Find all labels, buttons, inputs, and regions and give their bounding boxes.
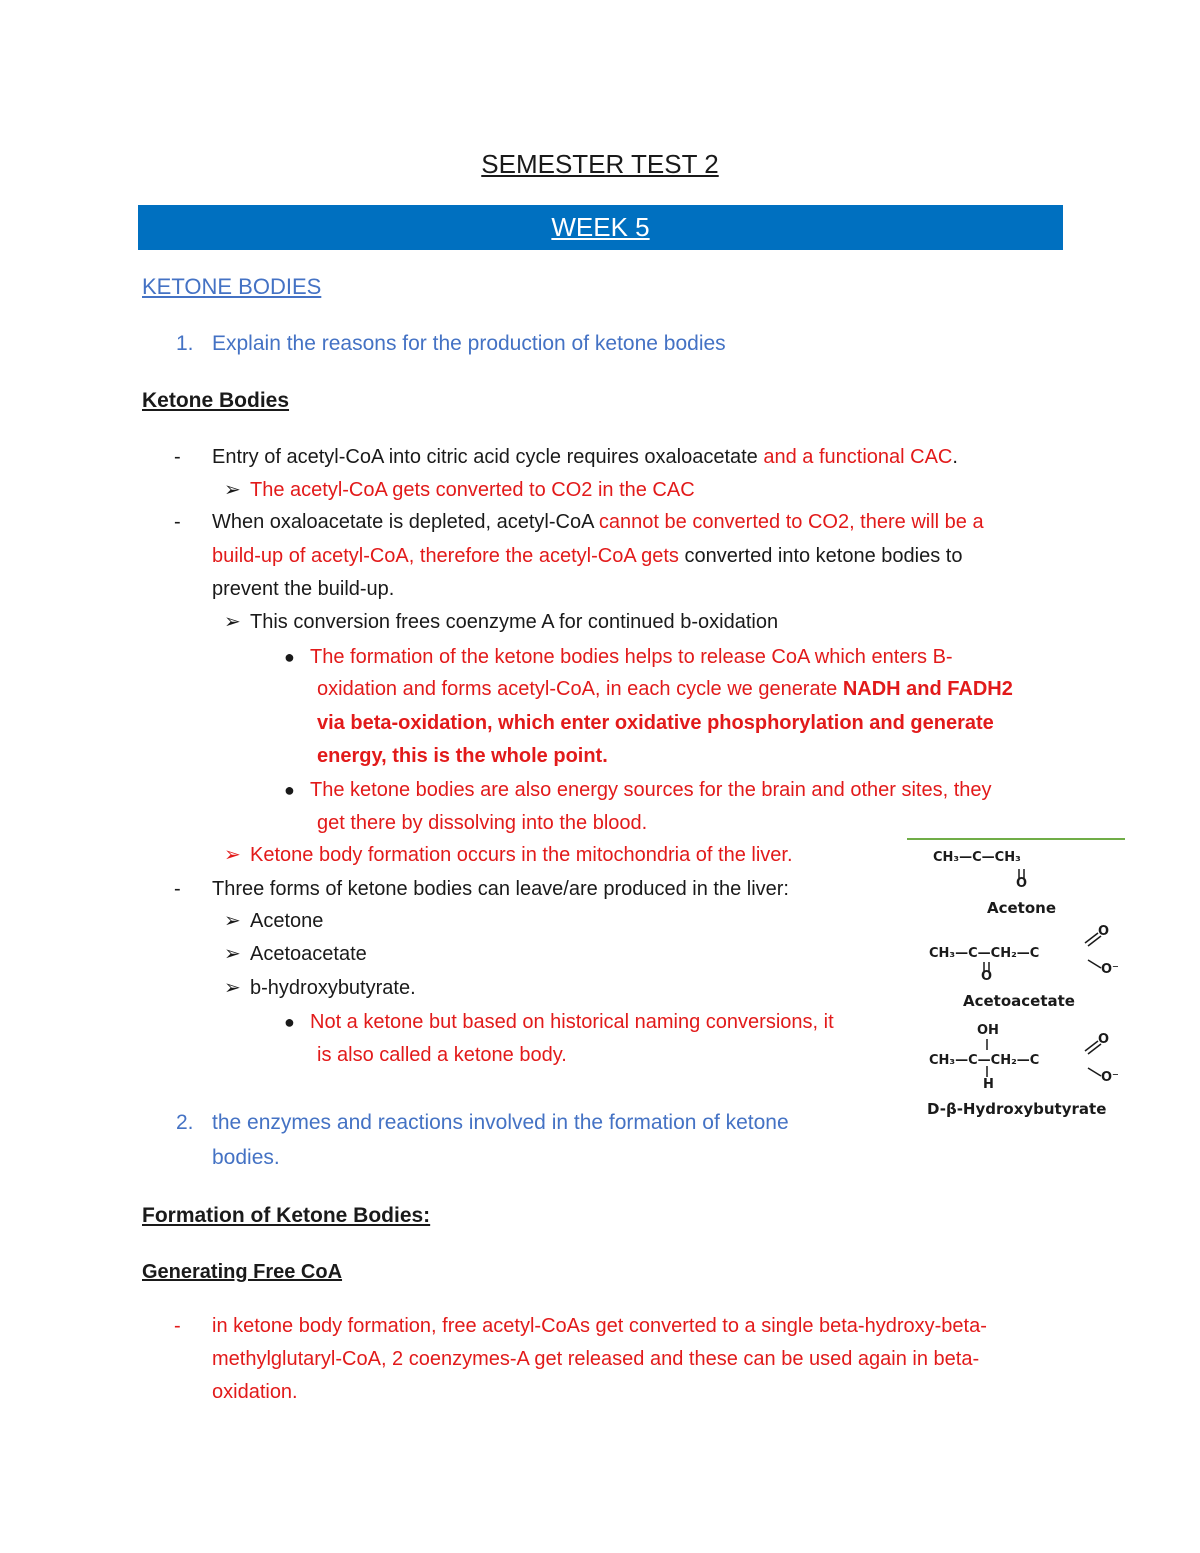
bond-line xyxy=(1085,1041,1098,1051)
bullet-text: The acetyl-CoA gets converted to CO2 in the CAC xyxy=(250,479,695,501)
question-text: the enzymes and reactions involved in the formation of ketone xyxy=(212,1111,789,1134)
hydroxybutyrate-oxygen-top: O xyxy=(1098,1032,1110,1047)
form-acetoacetate xyxy=(224,941,367,967)
bullet-text: Ketone body formation occurs in the mitochondria of the liver. xyxy=(250,844,793,866)
acetoacetate-oxygen-bottom: O⁻ xyxy=(1101,962,1119,977)
bullet-text: Entry of acetyl-CoA into citric acid cycle requires oxaloacetate xyxy=(212,446,764,468)
bullet-text-red: and a functional CAC xyxy=(763,446,953,468)
bullet-1 xyxy=(174,444,958,470)
arrow-marker: ➢ xyxy=(224,611,241,633)
dash-marker: - xyxy=(174,511,181,533)
dot-marker: ● xyxy=(284,1012,295,1032)
ketone-structures-figure xyxy=(905,836,1145,1126)
bullet-text: oxidation and forms acetyl-CoA, in each cycle we generate xyxy=(317,678,843,700)
bullet-text-red: cannot be converted to CO2, there will be a xyxy=(598,511,984,533)
acetone-label: Acetone xyxy=(987,899,1057,917)
bullet-text: The ketone bodies are also energy sources for the brain and other sites, they xyxy=(310,779,992,801)
bullet-4-line-1 xyxy=(174,1313,987,1339)
bullet-2a1-line-4: energy, this is the whole point. xyxy=(317,745,608,767)
bullet-text: b-hydroxybutyrate. xyxy=(250,977,416,999)
dot-marker: ● xyxy=(284,780,295,800)
question-2-line-2: bodies. xyxy=(212,1146,280,1169)
dot-marker: ● xyxy=(284,647,295,667)
formation-heading: Formation of Ketone Bodies: xyxy=(142,1204,431,1227)
question-1 xyxy=(176,331,726,357)
note-line-2: is also called a ketone body. xyxy=(317,1044,567,1066)
bullet-1a xyxy=(224,477,695,503)
bullet-2a2-line-2: get there by dissolving into the blood. xyxy=(317,812,648,834)
question-2-line-1 xyxy=(176,1110,789,1136)
bond-line xyxy=(1085,933,1098,943)
page-title: SEMESTER TEST 2 xyxy=(481,149,719,179)
question-number: 2. xyxy=(176,1111,194,1134)
arrow-marker: ➢ xyxy=(224,910,241,932)
bullet-text: This conversion frees coenzyme A for continued b-oxidation xyxy=(250,611,779,633)
arrow-marker: ➢ xyxy=(224,977,241,999)
hydroxybutyrate-oh: OH xyxy=(977,1023,999,1038)
bullet-3 xyxy=(174,876,789,902)
bullet-text-bold: NADH and FADH2 xyxy=(842,678,1013,700)
bullet-text: Not a ketone but based on historical naming conversions, it xyxy=(310,1011,834,1033)
bullet-2a2-line-1 xyxy=(284,777,992,803)
arrow-marker: ➢ xyxy=(224,943,241,965)
free-coa-heading: Generating Free CoA xyxy=(142,1261,343,1283)
dash-marker: - xyxy=(174,1315,181,1337)
week-banner xyxy=(138,205,1063,250)
bullet-text: The formation of the ketone bodies helps to release CoA which enters B- xyxy=(310,646,953,668)
bullet-text: Acetone xyxy=(250,910,324,932)
acetoacetate-oxygen: O xyxy=(981,969,993,984)
question-number: 1. xyxy=(176,332,194,355)
bullet-text: Acetoacetate xyxy=(250,943,367,965)
bullet-text: in ketone body formation, free acetyl-CoAs get converted to a single beta-hydroxy-beta- xyxy=(212,1315,987,1337)
bullet-2a xyxy=(224,609,778,635)
acetone-formula: CH₃—C—CH₃ xyxy=(933,850,1021,865)
arrow-marker: ➢ xyxy=(224,479,241,501)
week-label: WEEK 5 xyxy=(551,212,650,242)
question-text: Explain the reasons for the production of ketone bodies xyxy=(212,332,726,355)
form-acetone xyxy=(224,908,323,934)
hydroxybutyrate-hydrogen: H xyxy=(983,1077,994,1092)
acetoacetate-oxygen-top: O xyxy=(1098,924,1110,939)
acetone-oxygen: O xyxy=(1016,876,1028,891)
bond-line xyxy=(1088,960,1101,968)
bullet-4-line-3: oxidation. xyxy=(212,1381,298,1403)
bullet-4-line-2: methylglutaryl-CoA, 2 coenzymes-A get released and these can be used again in beta- xyxy=(212,1348,980,1370)
section-heading: KETONE BODIES xyxy=(142,274,322,299)
bullet-2b xyxy=(224,842,793,868)
bullet-text-end: . xyxy=(952,446,958,468)
bullet-2a1-line-1 xyxy=(284,644,953,670)
hydroxybutyrate-formula: CH₃—C—CH₂—C xyxy=(929,1053,1040,1068)
bullet-text: converted into ketone bodies to xyxy=(684,545,963,567)
bullet-2a1-line-2 xyxy=(317,676,1013,702)
hydroxybutyrate-label: D-β-Hydroxybutyrate xyxy=(927,1100,1107,1118)
bullet-2-line-2 xyxy=(212,543,962,569)
bullet-text: When oxaloacetate is depleted, acetyl-CoA xyxy=(212,511,599,533)
note-line-1 xyxy=(284,1009,834,1035)
sub-heading: Ketone Bodies xyxy=(142,389,290,412)
bullet-2a1-line-3: via beta-oxidation, which enter oxidative phosphorylation and generate xyxy=(317,712,994,734)
bond-line xyxy=(1088,1068,1101,1076)
hydroxybutyrate-oxygen-bottom: O⁻ xyxy=(1101,1070,1119,1085)
bullet-text: Three forms of ketone bodies can leave/are produced in the liver: xyxy=(212,878,789,900)
bullet-2-line-3: prevent the build-up. xyxy=(212,578,395,600)
arrow-marker: ➢ xyxy=(224,844,241,866)
acetoacetate-formula: CH₃—C—CH₂—C xyxy=(929,946,1040,961)
bullet-text-red: build-up of acetyl-CoA, therefore the acetyl-CoA gets xyxy=(212,545,685,567)
bullet-2-line-1 xyxy=(174,509,984,535)
dash-marker: - xyxy=(174,878,181,900)
dash-marker: - xyxy=(174,446,181,468)
acetoacetate-label: Acetoacetate xyxy=(963,992,1075,1010)
form-hydroxybutyrate xyxy=(224,975,416,1001)
